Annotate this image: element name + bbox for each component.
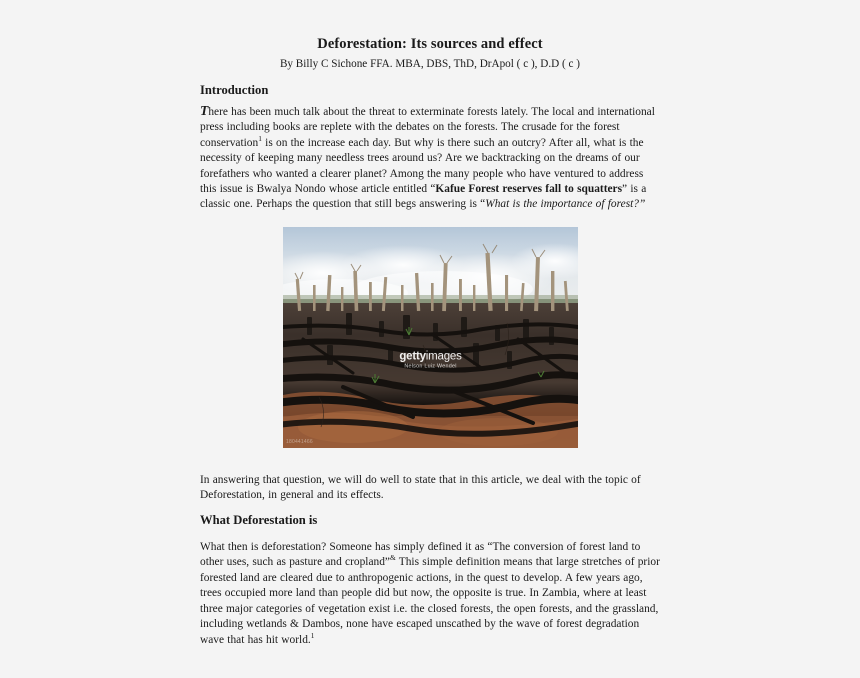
footnote-marker-3: 1 [310,630,315,640]
intro-text-part-1: here has been much talk about the threat to exterminate forests lately. The local and international press including books are replete with the debates on the forests. The crusade for the forest conservation [200,105,655,149]
getty-watermark-getty: getty [399,350,426,363]
what-deforestation-is-heading: What Deforestation is [200,513,318,527]
getty-asset-id: 180441466 [286,439,313,445]
definition-text-part-2: This simple definition means that large stretches of prior forested land are cleared due to anthropogenic actions, in the quest to develop. A few years ago, trees occupied more land than people did but now, the opposite is true. In Zambia, where at least three major categories of vegetation exist i.e. the closed forests, the open forests, and the grassland, including wetlands & Dambos, none have escaped unscathed by the wave of forest degradation wave that has hit world. [200,556,660,646]
intro-text-part-3: ” is a classic one. Perhaps the question that still begs answering is “ [200,183,647,211]
deforestation-photograph [283,227,578,448]
intro-text-part-4: ” [639,198,646,211]
getty-watermark-images: images [425,350,462,363]
definition-paragraph [200,540,660,648]
introduction-section [200,83,656,213]
footnote-marker-2: & [389,553,396,563]
intro-text-part-2: is on the increase each day. But why is there such an outcry? After all, what is the necessity of keeping many needless trees around us? Are we backtracking on the dreams of our forefathers who wanted a clearer planet? Among the many people who have ventured to address this issue is Bwalya Nondo whose article entitled “ [200,136,644,195]
footnote-marker-1: 1 [258,133,262,143]
figure-deforestation-photo [283,227,578,448]
after-figure-section [200,473,656,504]
definition-text-part-1: What then is deforestation? Someone has simply defined it as “The conversion of forest land to other uses, such as pasture and cropland” [200,541,641,569]
photographer-credit: Nelson Luiz Wendel [404,363,457,370]
after-figure-paragraph: In answering that question, we will do well to state that in this article, we deal with the topic of Deforestation, in general and its effects. [200,474,641,502]
introduction-paragraph [200,102,656,213]
title-block [0,36,860,71]
introduction-heading: Introduction [200,83,269,97]
drop-cap-letter: T [200,102,209,118]
what-deforestation-is-heading-wrap [200,513,656,532]
page-title: Deforestation: Its sources and effect [317,36,543,52]
italic-question: What is the importance of forest? [485,198,639,211]
author-byline: By Billy C Sichone FFA. MBA, DBS, ThD, DrApol ( c ), D.D ( c ) [279,58,581,71]
quoted-article-title: Kafue Forest reserves fall to squatters [435,183,623,195]
definition-section [200,540,660,648]
